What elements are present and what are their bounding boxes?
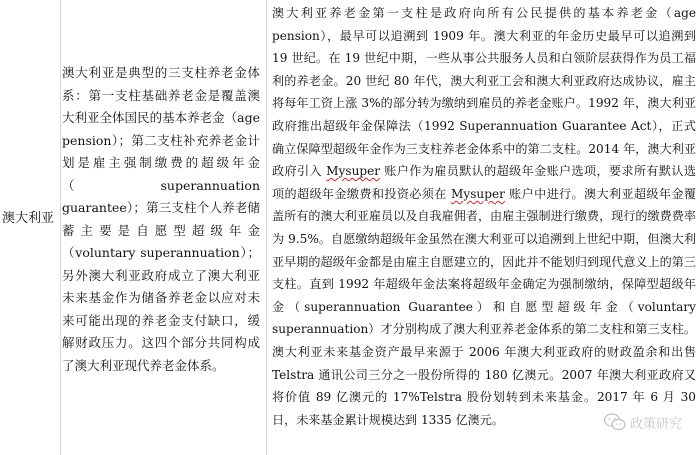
column-divider — [266, 0, 267, 455]
detail-cell — [272, 2, 696, 431]
mysuper-term: Mysuper — [326, 164, 381, 179]
mysuper-term: Mysuper — [451, 186, 505, 201]
detail-text-part-1: 澳大利亚养老金第一支柱是政府向所有公民提供的基本养老金（age pension），最早可以追溯到 1909 年。澳大利亚的年金历史最早可以追溯到 19 世纪。在 19 世纪中期，一些从事公共服务人员和白领阶层获得作为员工福利的养老金。20 世纪 80 年代，澳大利亚工会和澳大利亚政府达成协议，雇主将每年工资上涨 3%的部分转为缴纳到雇员的养老金账户。1992 年，澳大利亚政府推出超级年金保障法（1992 Superannuation Guarantee Act），正式确立保障型超级年金作为三支柱养老金体系中的第二支柱。2014 年，澳大利亚政府引入 — [272, 6, 696, 179]
summary-text: 澳大利亚是典型的三支柱养老金体系：第一支柱基础养老金是覆盖澳大利亚全体国民的基本养老金（age pension）；第二支柱补充养老金计划是雇主强制缴费的超级年金（superannuation guarantee）；第三支柱个人养老储蓄主要是自愿型超级年金（voluntary superannuation）；另外澳大利亚政府成立了澳大利亚未来基金作为储备养老金以应对未来可能出现的养老金支付缺口，缓解财政压力。这四个部分共同构成了澳大利亚现代养老金体系。 — [62, 65, 260, 373]
watermark-text: 政策研究 — [629, 416, 682, 432]
column-divider — [60, 0, 61, 455]
detail-text-part-2: 账户作为雇员默认的超级年金账户选项，要求所有默认选项的超级年金缴费和投资必须在 — [272, 164, 696, 201]
country-label: 澳大利亚 — [2, 211, 55, 226]
country-cell — [0, 0, 58, 455]
summary-cell — [62, 62, 260, 377]
detail-text-part-3: 账户中进行。澳大利亚超级年金覆盖所有的澳大利亚雇员以及自我雇佣者，由雇主强制进行缴费，现行的缴费费率为 9.5%。自愿缴纳超级年金虽然在澳大利亚可以追溯到上世纪中期，但澳大利亚早期的超级年金都是由雇主自愿建立的，因此并不能划归到现代意义上的第三支柱。直到 1992 年超级年金法案将超级年金确定为强制缴纳，保障型超级年金（superannuation Guarantee）和自愿型超级年金（voluntary superannuation）才分别构成了澳大利亚养老金体系的第二支柱和第三支柱。澳大利亚未来基金资产最早来源于 2006 年澳大利亚政府的财政盈余和出售 Telstra 通讯公司三分之一股份所得的 180 亿澳元。2007 年澳大利亚政府又将价值 89 亿澳元的 17%Telstra 股份划转到未来基金。2017 年 6 月 30 日，未来基金累计规模达到 1335 亿澳元。 — [272, 186, 696, 427]
